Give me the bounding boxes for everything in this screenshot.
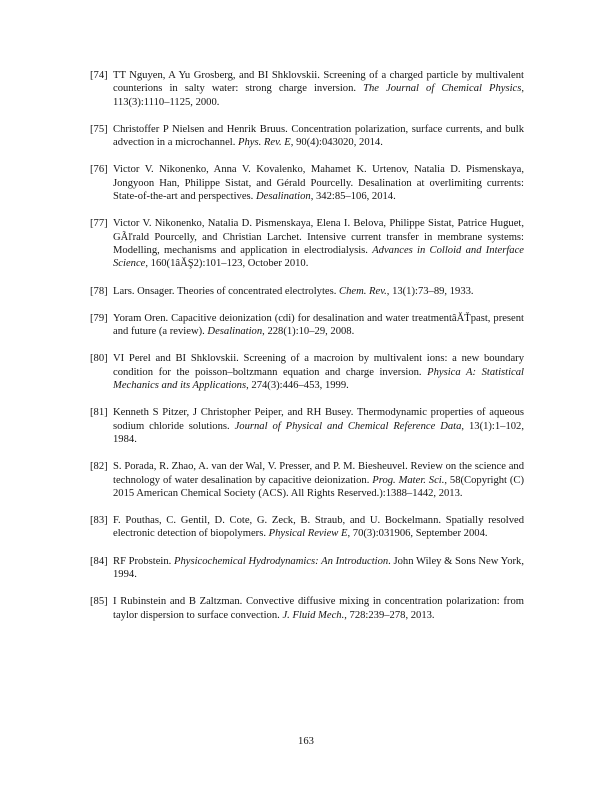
reference-label: [74] [90,70,108,81]
reference-item [90,555,524,582]
reference-item [90,217,524,270]
journal-title: Physical Review E [268,528,348,540]
reference-text: , 274(3):446–453, 1999. [246,380,349,392]
reference-text: , 70(3):031906, September 2004. [347,528,488,540]
reference-item [90,352,524,392]
bibliography [90,69,524,622]
reference-text: Christoffer P Nielsen and Henrik Bruus. Concentration polarization, surface currents, and bulk advection in a microchannel. [113,123,524,149]
reference-text: , 728:239–278, 2013. [344,609,435,621]
reference-label: [81] [90,407,108,419]
reference-item [90,595,524,622]
reference-item [90,312,524,339]
reference-label: [75] [90,123,108,135]
journal-title: Desalination [255,191,311,203]
reference-text: Kenneth S Pitzer, J Christopher Peiper, and RH Busey. Thermodynamic properties of aqueous sodium chloride solutions. [113,407,524,432]
reference-text: Lars. Onsager. Theories of concentrated electrolytes. [113,285,340,297]
reference-item [90,514,524,541]
journal-title: Phys. Rev. E [238,137,291,149]
reference-text: Victor V. Nikonenko, Natalia D. Pismenskaya, Elena I. Belova, Philippe Sistat, Patrice Huguet, GÃľrald Pourcelly, and Christian Larchet. Intensive current transfer in membrane systems: Modelling, mechanisms and application in electrodialysis. [113,218,524,256]
reference-text: Yoram Oren. Capacitive deionization (cdi) for desalination and water treatmentâĂŤpast, present and future (a review). [113,312,524,338]
reference-label: [77] [90,218,108,230]
reference-text: , 58(Copyright (C) 2015 American Chemical Society (ACS). All Rights Reserved.):1388–1442, 2013. [113,474,524,499]
reference-text: VI Perel and BI Shklovskii. Screening of a macroion by multivalent ions: a new boundary condition for the poisson–boltzmann equation and charge inversion. [113,353,524,378]
reference-label: [78] [90,285,108,297]
bibliography-page [90,69,524,636]
reference-label: [83] [90,515,108,527]
journal-title: Desalination [207,326,263,338]
reference-label: [80] [90,353,108,365]
reference-text: , 228(1):10–29, 2008. [262,326,355,338]
reference-text: , 160(1âĂŞ2):101–123, October 2010. [145,258,309,270]
journal-title: Advances in Colloid and Interface Science [113,244,524,270]
reference-item [90,69,524,109]
reference-text: I Rubinstein and B Zaltzman. Convective diffusive mixing in concentration polarization: from taylor dispersion to surface convection. [113,596,524,621]
journal-title: J. Fluid Mech. [282,609,345,621]
journal-title: Prog. Mater. Sci. [372,474,445,486]
reference-text: , 13(1):1–102, 1984. [113,420,524,445]
journal-title: Physica A: Statistical Mechanics and its Applications [113,366,524,392]
reference-text: , 13(1):73–89, 1933. [386,285,474,297]
reference-text: , 342:85–106, 2014. [310,191,396,203]
journal-title: Chem. Rev. [339,285,387,297]
journal-title: Physicochemical Hydrodynamics: An Introduction [174,555,389,567]
reference-text: , 113(3):1110–1125, 2000. [113,83,524,108]
reference-text: . John Wiley & Sons New York, 1994. [113,555,524,581]
reference-item [90,406,524,446]
reference-text: , 90(4):043020, 2014. [290,137,383,149]
reference-text: RF Probstein. [113,555,174,567]
reference-item [90,163,524,203]
reference-label: [79] [90,312,108,324]
reference-text: F. Pouthas, C. Gentil, D. Cote, G. Zeck, B. Straub, and U. Bockelmann. Spatially resolved electronic detection of biopolymers. [113,515,524,540]
reference-label: [84] [90,555,108,567]
journal-title: The Journal of Chemical Physics [363,83,522,95]
reference-label: [82] [90,461,108,473]
journal-title: Journal of Physical and Chemical Reference Data [234,420,462,432]
reference-label: [85] [90,596,108,608]
reference-item [90,123,524,150]
reference-text: Victor V. Nikonenko, Anna V. Kovalenko, Mahamet K. Urtenov, Natalia D. Pismenskaya, Jongyoon Han, Philippe Sistat, and Gérald Pourcelly. Desalination at overlimiting currents: State-of-the-art and perspectives. [113,164,524,203]
reference-item [90,285,524,298]
reference-item [90,460,524,500]
reference-text: TT Nguyen, A Yu Grosberg, and BI Shklovskii. Screening of a charged particle by multivalent counterions in salty water: strong charge inversion. [113,70,524,95]
reference-label: [76] [90,164,108,176]
page-number: 163 [298,736,314,747]
reference-text: S. Porada, R. Zhao, A. van der Wal, V. Presser, and P. M. Biesheuvel. Review on the science and technology of water desalination by capacitive deionization. [113,461,524,486]
